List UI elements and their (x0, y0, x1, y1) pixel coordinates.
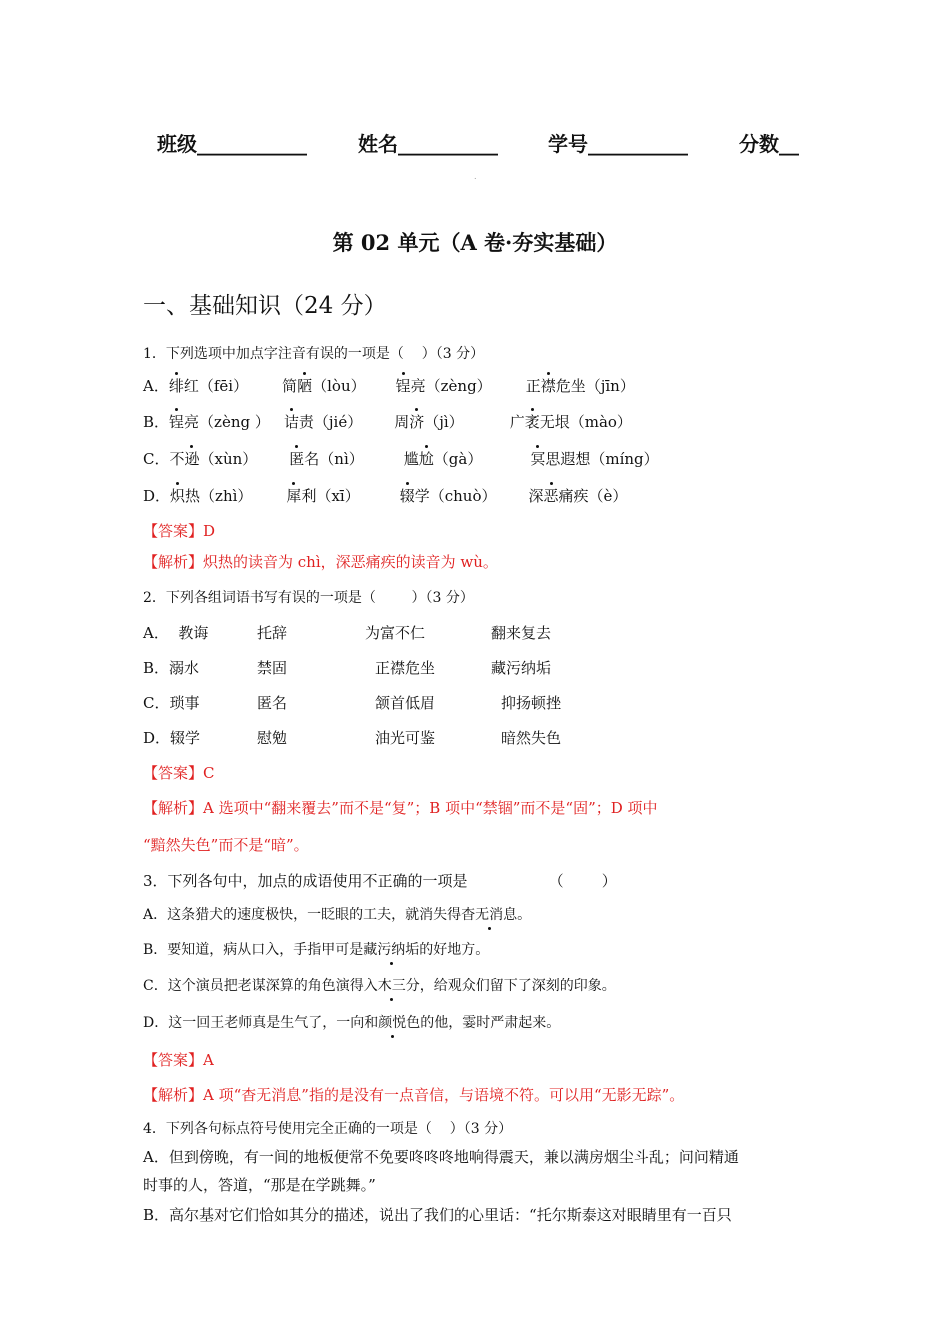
q4-option-a-line1: A．但到傍晚，有一间的地板便常不免要咚咚咚地响得震天，兼以满房烟尘斗乱；问问精通 (143, 1148, 739, 1166)
q2-option-d: D．辍学 慰勉 油光可鉴 暗然失色 (143, 729, 562, 747)
name-label: 姓名__________ (358, 132, 498, 156)
q3-option-c: C．这个演员把老谋深算的角色演得入木三分，给观众们留下了深刻的印象。 (143, 978, 616, 994)
q4-stem: 4．下列各句标点符号使用完全正确的一项是（ ）（3 分） (143, 1121, 513, 1137)
q1-answer: 【答案】D (143, 522, 216, 540)
q4-option-b-line1: B．高尔基对它们恰如其分的描述，说出了我们的心里话：“托尔斯泰这对眼睛里有一百只 (143, 1206, 732, 1224)
page-title: 第 02 单元（A 卷·夯实基础） (332, 230, 618, 255)
q3-option-d: D．这一回王老师真是生气了，一向和颜悦色的他，霎时严肃起来。 (143, 1015, 561, 1031)
q3-stem: 3．下列各句中，加点的成语使用不正确的一项是 （ ） (143, 872, 617, 890)
score-label: 分数__ (739, 132, 799, 156)
q1-option-c: C．不逊（xùn） 匿名（nì） 尴尬（gà） 冥思遐想（míng） (143, 450, 659, 468)
q3-option-a: A．这条猎犬的速度极快，一眨眼的工夫，就消失得杳无消息。 (143, 907, 532, 923)
q2-option-b: B．溺水 禁固 正襟危坐 藏污纳垢 (143, 659, 552, 677)
q2-analysis-line2: “黯然失色”而不是“暗”。 (143, 836, 309, 854)
q2-stem: 2．下列各组词语书写有误的一项是（ ）（3 分） (143, 590, 474, 606)
q2-option-a: A． 教诲 托辞 为富不仁 翻来复去 (143, 624, 552, 642)
q1-stem: 1．下列选项中加点字注音有误的一项是（ ）（3 分） (143, 346, 485, 362)
q1-option-a: A．绯红（fēi） 简陋（lòu） 锃亮（zèng） 正襟危坐（jīn） (143, 377, 635, 395)
q2-answer: 【答案】C (143, 764, 215, 782)
student-id-label: 学号__________ (548, 132, 688, 156)
paragraph-mark: . (474, 172, 477, 181)
class-label: 班级___________ (157, 132, 307, 156)
q2-option-c: C．琐事 匿名 颔首低眉 抑扬顿挫 (143, 694, 562, 712)
q3-answer: 【答案】A (143, 1051, 214, 1069)
section-heading: 一、基础知识（24 分） (143, 293, 387, 319)
q1-option-d: D．炽热（zhì） 犀利（xī） 辍学（chuò） 深恶痛疾（è） (143, 487, 628, 505)
q3-option-b: B．要知道，病从口入，手指甲可是藏污纳垢的好地方。 (143, 942, 490, 958)
q4-option-a-line2: 时事的人，答道，“那是在学跳舞。” (143, 1176, 376, 1194)
q1-option-b: B．锃亮（zèng ） 诘责（jié） 周济（jì） 广袤无垠（mào） (143, 413, 632, 431)
q1-analysis: 【解析】炽热的读音为 chì，深恶痛疾的读音为 wù。 (143, 553, 498, 571)
q2-analysis-line1: 【解析】A 选项中“翻来覆去”而不是“复”；B 项中“禁锢”而不是“固”；D 项中 (143, 799, 658, 817)
q3-analysis: 【解析】A 项“杳无消息”指的是没有一点音信，与语境不符。可以用“无影无踪”。 (143, 1086, 685, 1104)
